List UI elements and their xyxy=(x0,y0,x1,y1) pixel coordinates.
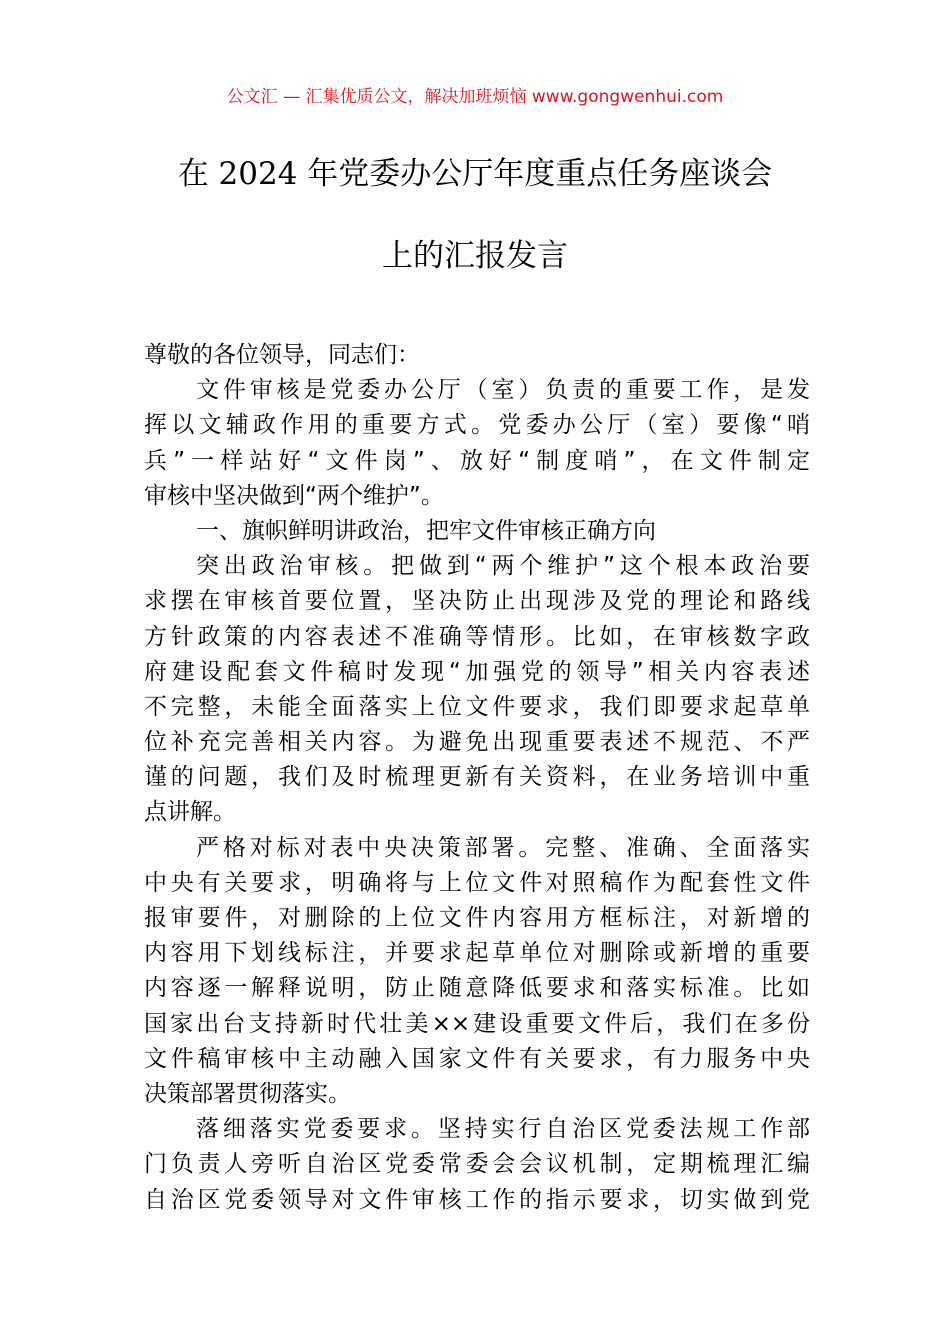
paragraph-2-line: 府建设配套文件稿时发现“加强党的领导”相关内容表述 xyxy=(144,658,810,685)
paragraph-1-line: 审核中坚决做到“两个维护”。 xyxy=(144,482,444,509)
paragraph-1-line: 挥以文辅政作用的重要方式。党委办公厅（室）要像“哨 xyxy=(144,412,810,439)
paragraph-2-line: 位补充完善相关内容。为避免出现重要表述不规范、不严 xyxy=(144,729,810,756)
paragraph-2-line: 点讲解。 xyxy=(144,799,236,826)
paragraph-3-line: 中央有关要求，明确将与上位文件对照稿作为配套性文件 xyxy=(144,869,810,896)
paragraph-4-line: 门负责人旁听自治区党委常委会会议机制，定期梳理汇编 xyxy=(144,1151,810,1178)
paragraph-2-line: 方针政策的内容表述不准确等情形。比如，在审核数字政 xyxy=(144,623,810,650)
paragraph-3-line: 报审要件，对删除的上位文件内容用方框标注，对新增的 xyxy=(144,905,810,931)
paragraph-4-line: 落细落实党委要求。坚持实行自治区党委法规工作部 xyxy=(196,1116,810,1143)
paragraph-1-line: 兵”一样站好“文件岗”、放好“制度哨”，在文件制定 xyxy=(144,447,810,474)
salutation: 尊敬的各位领导，同志们： xyxy=(144,342,420,368)
paragraph-2-line: 突出政治审核。把做到“两个维护”这个根本政治要 xyxy=(196,553,810,580)
paragraph-3-line: 决策部署贯彻落实。 xyxy=(144,1080,351,1107)
paragraph-3-line: 内容用下划线标注，并要求起草单位对删除或新增的重要 xyxy=(144,940,810,967)
document-body xyxy=(144,338,810,1218)
document-title-line-2: 上的汇报发言 xyxy=(382,238,568,274)
site-banner: 公文汇 — 汇集优质公文，解决加班烦恼 www.gongwenhui.com xyxy=(226,87,724,107)
paragraph-3-line: 内容逐一解释说明，防止随意降低要求和落实标准。比如 xyxy=(144,975,810,1002)
paragraph-4-line: 自治区党委领导对文件审核工作的指示要求，切实做到党 xyxy=(144,1186,810,1213)
paragraph-3-line: 严格对标对表中央决策部署。完整、准确、全面落实 xyxy=(196,834,810,861)
paragraph-2-line: 求摆在审核首要位置，坚决防止出现涉及党的理论和路线 xyxy=(144,588,810,615)
paragraph-3-line: 文件稿审核中主动融入国家文件有关要求，有力服务中央 xyxy=(144,1045,810,1072)
paragraph-1-line: 文件审核是党委办公厅（室）负责的重要工作，是发 xyxy=(196,377,810,404)
section-1-heading: 一、旗帜鲜明讲政治，把牢文件审核正确方向 xyxy=(196,517,656,544)
paragraph-2-line: 不完整，未能全面落实上位文件要求，我们即要求起草单 xyxy=(144,693,810,720)
document-title-line-1: 在 2024 年党委办公厅年度重点任务座谈会 xyxy=(177,156,773,192)
document-title xyxy=(95,152,855,316)
paragraph-3-line: 国家出台支持新时代壮美××建设重要文件后，我们在多份 xyxy=(144,1010,810,1037)
paragraph-2-line: 谨的问题，我们及时梳理更新有关资料，在业务培训中重 xyxy=(144,764,810,791)
